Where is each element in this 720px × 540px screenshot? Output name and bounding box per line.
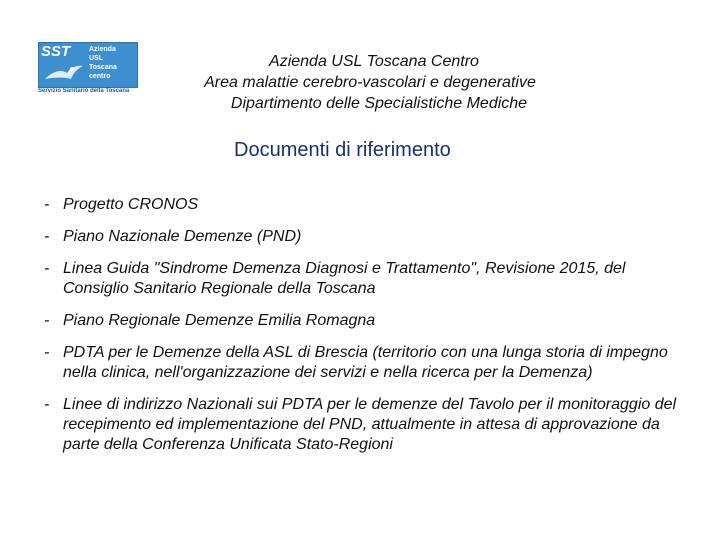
reference-list [44, 195, 694, 455]
bird-icon [41, 57, 85, 85]
logo-line-2: USL [89, 55, 103, 62]
logo-badge [38, 42, 138, 88]
list-item [44, 227, 694, 247]
list-item [44, 311, 694, 331]
list-dash: - [44, 228, 50, 245]
page-title: Documenti di riferimento [234, 139, 451, 161]
list-item [44, 259, 694, 299]
logo-mark: SST [41, 43, 71, 60]
logo-tagline: Servizio Sanitario della Toscana [38, 88, 130, 94]
list-dash: - [44, 196, 50, 213]
list-item-text: Piano Nazionale Demenze (PND) [63, 228, 302, 245]
header-line-2: Area malattie cerebro-vascolari e degenerative [204, 74, 536, 91]
logo-line-1: Azienda [89, 46, 116, 53]
list-item [44, 195, 694, 215]
list-dash: - [44, 260, 50, 277]
logo-line-4: centro [89, 73, 111, 80]
asl-logo [38, 42, 138, 98]
list-item-text: Progetto CRONOS [63, 196, 199, 213]
list-item-text: Linee di indirizzo Nazionali sui PDTA per le demenze del Tavolo per il monitoraggio del recepimento ed implementazione del PND, attualmente in attesa di approvazione da parte della Conferenza Unificata Stato-Regioni [63, 396, 677, 453]
list-item-text: Piano Regionale Demenze Emilia Romagna [63, 312, 376, 329]
list-dash: - [44, 396, 50, 413]
list-item-text: Linea Guida "Sindrome Demenza Diagnosi e Trattamento", Revisione 2015, del Consiglio Sanitario Regionale della Toscana [63, 260, 626, 297]
list-item [44, 395, 694, 455]
header-block [160, 51, 580, 114]
header-line-1: Azienda USL Toscana Centro [269, 53, 479, 70]
list-dash: - [44, 312, 50, 329]
logo-line-3: Toscana [89, 64, 117, 71]
header-line-3: Dipartimento delle Specialistiche Mediche [230, 95, 528, 112]
list-item [44, 343, 694, 383]
list-item-text: PDTA per le Demenze della ASL di Brescia (territorio con una lunga storia di impegno nella clinica, nell'organizzazione dei servizi e nella ricerca per la Demenza) [63, 344, 668, 381]
list-dash: - [44, 344, 50, 361]
